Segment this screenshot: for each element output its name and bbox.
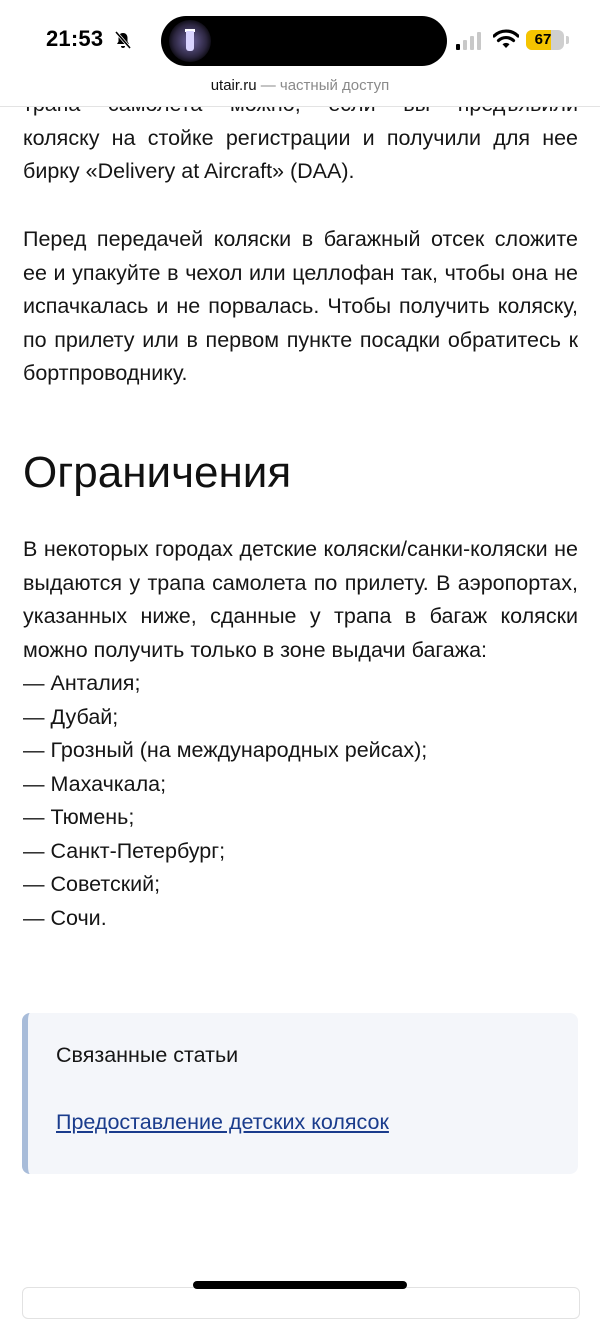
paragraph-1-text: коляску на стойке регистрации и получили для нее бирку «Delivery at Aircraft» (DAA).: [23, 125, 578, 183]
status-bar: [0, 0, 600, 78]
battery-icon: [526, 30, 564, 50]
private-access-note: — частный доступ: [256, 77, 390, 94]
list-item: — Анталия;: [23, 671, 141, 695]
article-paragraph-2: [23, 223, 578, 391]
home-indicator[interactable]: [193, 1281, 407, 1289]
wifi-icon: [493, 28, 519, 50]
list-item: — Тюмень;: [23, 805, 135, 829]
battery-tip: [566, 36, 569, 44]
list-item: — Махачкала;: [23, 771, 167, 796]
paragraph-2-text: Перед передачей коляски в багажный отсек сложите ее и упакуйте в чехол или целлофан так, чтобы она не испачкалась и не порвалась. Чтобы получить коляску, по прилету или в первом пункте посадки обратитесь к бортпроводнику.: [23, 227, 578, 385]
clock: 21:53: [46, 26, 104, 51]
browser-url-bar[interactable]: [0, 74, 600, 107]
related-articles-title: Связанные статьи: [56, 1043, 239, 1067]
dynamic-island: [161, 16, 447, 66]
section-heading: Ограничения: [23, 448, 292, 497]
next-content-card: [22, 1287, 580, 1319]
paragraph-3-text: В некоторых городах детские коляски/санки-коляски не выдаются у трапа самолета по прилету. В аэропортах, указанных ниже, сданные у трапа в багаж коляски можно получить только в зоне выдачи багажа:: [23, 537, 578, 662]
cellular-signal-icon: [456, 32, 481, 50]
silent-bell-icon: [113, 30, 133, 50]
section-restrictions: [23, 447, 578, 499]
related-article-link[interactable]: Предоставление детских колясок: [56, 1110, 389, 1134]
list-item: — Сочи.: [23, 905, 107, 930]
list-item: — Советский;: [23, 872, 161, 896]
related-articles-box: [22, 1013, 578, 1174]
url-domain: utair.ru: [210, 77, 257, 94]
airport-list: [23, 667, 578, 935]
flashlight-icon: [169, 20, 211, 62]
battery-percent: 67: [534, 31, 552, 48]
list-item: — Дубай;: [23, 704, 119, 729]
list-item: — Санкт-Петербург;: [23, 838, 226, 863]
list-item: — Грозный (на международных рейсах);: [23, 738, 428, 762]
article-paragraph-3: [23, 533, 578, 935]
